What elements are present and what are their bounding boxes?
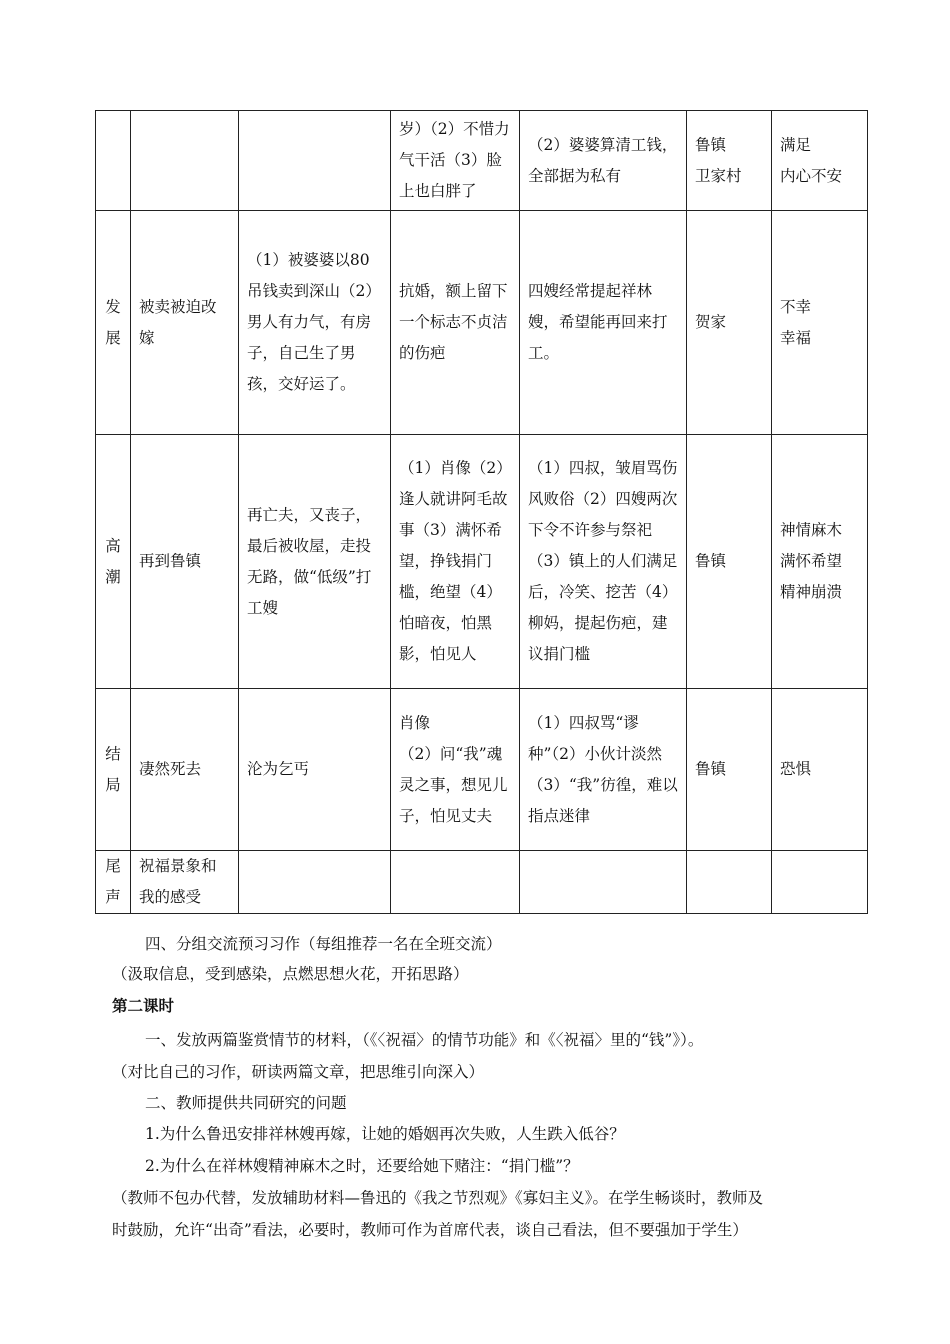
stage-cell: 尾 声 [96, 851, 131, 914]
table-row [96, 435, 868, 689]
paragraph: 二、教师提供共同研究的问题 [145, 1094, 347, 1112]
behavior-cell: 抗婚，额上留下一个标志不贞洁的伤疤 [391, 211, 520, 435]
table-row [96, 111, 868, 211]
plot-cell: 祝福景象和我的感受 [131, 851, 239, 914]
paragraph: （汲取信息，受到感染，点燃思想火花，开拓思路） [112, 965, 469, 983]
others-cell: （1）四叔，皱眉骂伤风败俗（2）四嫂两次下令不许参与祭祀（3）镇上的人们满足后，冷笑、挖苦（4）柳妈，提起伤疤，建议捐门槛 [520, 435, 687, 689]
life-cell [239, 851, 391, 914]
section-heading: 第二课时 [112, 997, 175, 1015]
place-cell: 贺家 [687, 211, 772, 435]
others-cell [520, 851, 687, 914]
plot-cell: 凄然死去 [131, 689, 239, 851]
paragraph: 时鼓励，允许“出奇”看法，必要时，教师可作为首席代表，谈自己看法，但不要强加于学生） [112, 1221, 748, 1239]
paragraph: 一、发放两篇鉴赏情节的材料，（《〈祝福〉的情节功能》和《〈祝福〉里的“钱”》）。 [145, 1031, 704, 1049]
mood-cell: 不幸 幸福 [772, 211, 868, 435]
life-cell: 再亡夫，又丧子，最后被收屋，走投无路，做“低级”打工嫂 [239, 435, 391, 689]
question-item: 2.为什么在祥林嫂精神麻木之时，还要给她下赌注：“捐门槛”？ [145, 1157, 579, 1175]
mood-cell: 满足 内心不安 [772, 111, 868, 211]
table-row [96, 851, 868, 914]
table-row [96, 689, 868, 851]
question-item: 1.为什么鲁迅安排祥林嫂再嫁，让她的婚姻再次失败，人生跌入低谷？ [145, 1125, 625, 1143]
paragraph: 四、分组交流预习习作（每组推荐一名在全班交流） [145, 935, 502, 953]
behavior-cell: 岁）（2）不惜力气干活（3）脸上也白胖了 [391, 111, 520, 211]
stage-cell: 高 潮 [96, 435, 131, 689]
plot-cell: 被卖被迫改嫁 [131, 211, 239, 435]
table-row [96, 211, 868, 435]
stage-cell: 结 局 [96, 689, 131, 851]
behavior-cell [391, 851, 520, 914]
mood-cell: 神情麻木 满怀希望 精神崩溃 [772, 435, 868, 689]
others-cell: 四嫂经常提起祥林嫂，希望能再回来打工。 [520, 211, 687, 435]
behavior-cell: 肖像 （2）问“我”魂灵之事，想见儿子，怕见丈夫 [391, 689, 520, 851]
others-cell: （1）四叔骂“谬种”（2）小伙计淡然（3）“我”彷徨，难以指点迷律 [520, 689, 687, 851]
place-cell: 鲁镇 [687, 689, 772, 851]
stage-cell [96, 111, 131, 211]
behavior-cell: （1）肖像（2）逢人就讲阿毛故事（3）满怀希望，挣钱捐门槛，绝望（4）怕暗夜，怕黑影，怕见人 [391, 435, 520, 689]
paragraph: （对比自己的习作，研读两篇文章，把思维引向深入） [112, 1063, 485, 1081]
plot-analysis-table [95, 110, 868, 914]
plot-cell: 再到鲁镇 [131, 435, 239, 689]
paragraph: （教师不包办代替，发放辅助材料—鲁迅的《我之节烈观》《寡妇主义》。在学生畅谈时，教师及 [112, 1189, 764, 1207]
place-cell: 鲁镇 [687, 435, 772, 689]
life-cell: 沦为乞丐 [239, 689, 391, 851]
life-cell: （1）被婆婆以80吊钱卖到深山（2）男人有力气，有房子，自己生了男孩，交好运了。 [239, 211, 391, 435]
mood-cell [772, 851, 868, 914]
mood-cell: 恐惧 [772, 689, 868, 851]
plot-cell [131, 111, 239, 211]
life-cell [239, 111, 391, 211]
place-cell [687, 851, 772, 914]
others-cell: （2）婆婆算清工钱，全部据为私有 [520, 111, 687, 211]
stage-cell: 发 展 [96, 211, 131, 435]
place-cell: 鲁镇 卫家村 [687, 111, 772, 211]
